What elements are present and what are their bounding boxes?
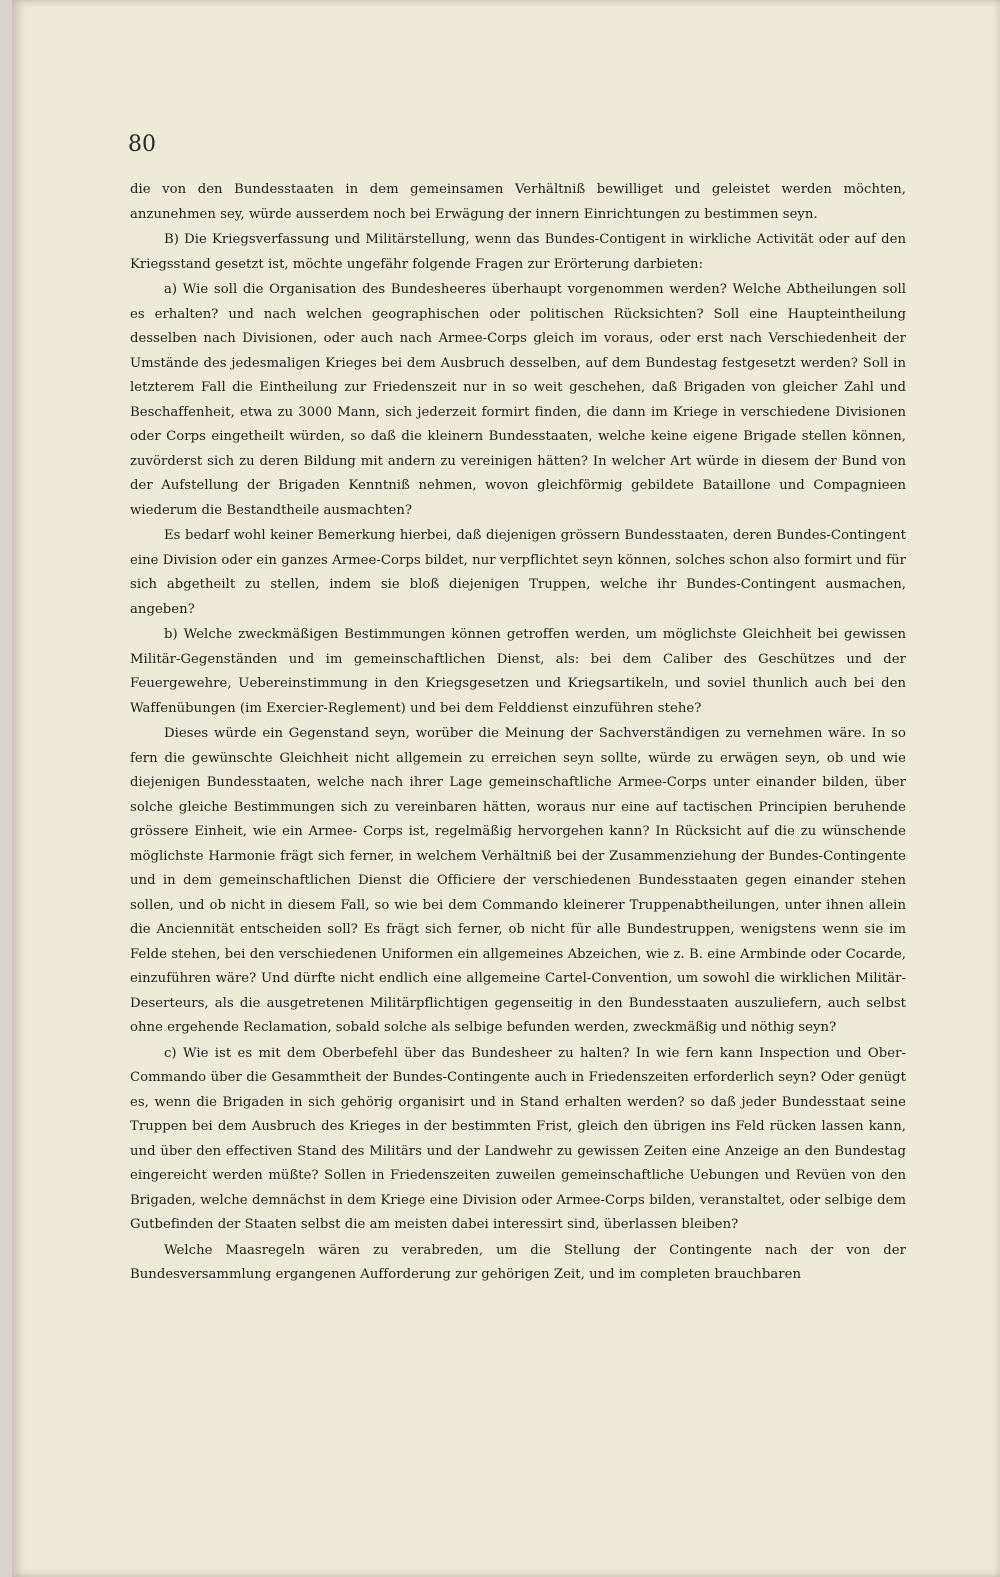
- paragraph-3: a) Wie soll die Organisation des Bundesheeres überhaupt vorgenommen werden? Welche Abtheilungen soll es erhalten? und nach welchen geographischen oder politischen Rücksichten? Soll eine Haupteintheilung desselben nach Divisionen, oder auch nach Armee-Corps gleich im voraus, oder erst nach Verschiedenheit der Umstände des jedesmaligen Krieges bei dem Ausbruch desselben, auf dem Bundestag festgesetzt werden? Soll in letzterem Fall die Eintheilung zur Friedenszeit nur in so weit geschehen, daß Brigaden von gleicher Zahl und Beschaffenheit, etwa zu 3000 Mann, sich jederzeit formirt finden, die dann im Kriege in verschiedene Divisionen oder Corps eingetheilt würden, so daß die kleinern Bundesstaaten, welche keine eigene Brigade stellen können, zuvörderst sich zu deren Bildung mit andern zu vereinigen hätten? In welcher Art würde in diesem der Bund von der Aufstellung der Brigaden Kenntniß nehmen, wovon gleichförmig gebildete Bataillone und Compagnieen wiederum die Bestandtheile ausmachten?: [130, 282, 906, 518]
- paragraph-6: Dieses würde ein Gegenstand seyn, worüber die Meinung der Sachverständigen zu vernehmen wäre. In so fern die gewünschte Gleichheit nicht allgemein zu erreichen seyn sollte, würde zu erwägen seyn, ob und wie diejenigen Bundesstaaten, welche nach ihrer Lage gemeinschaftliche Armee-Corps unter einander bilden, über solche gleiche Bestimmungen sich zu vereinbaren hätten, woraus nur eine auf tactischen Principien beruhende grössere Einheit, wie ein Armee- Corps ist, regelmäßig hervorgehen kann? In Rücksicht auf die zu wünschende möglichste Harmonie frägt sich ferner, in welchem Verhältniß bei der Zusammenziehung der Bundes-Contingente und in dem gemeinschaftlichen Dienst die Officiere der verschiedenen Bundesstaaten gegen einander stehen sollen, und ob nicht in diesem Fall, so wie bei dem Commando kleinerer Truppenabtheilungen, unter ihnen allein die Anciennität entscheiden soll? Es frägt sich ferner, ob nicht für alle Bundestruppen, wenigstens wenn sie im Felde stehen, bei den verschiedenen Uniformen ein allgemeines Abzeichen, wie z. B. eine Armbinde oder Cocarde, einzuführen wäre? Und dürfte nicht endlich eine allgemeine Cartel-Convention, um sowohl die wirklichen Militär-Deserteurs, als die ausgetretenen Militärpflichtigen gegenseitig in den Bundesstaaten auszuliefern, auch selbst ohne ergehende Reclamation, sobald solche als selbige befunden werden, zweckmäßig und nöthig seyn?: [130, 726, 906, 1035]
- paragraph-8: Welche Maasregeln wären zu verabreden, um die Stellung der Contingente nach der von der Bundesversammlung ergangenen Aufforderung zur gehörigen Zeit, und im completen brauchbaren: [130, 1242, 906, 1282]
- document-page: [12, 0, 1000, 1577]
- paragraph-1: die von den Bundesstaaten in dem gemeinsamen Verhältniß bewilliget und geleistet werden möchten, anzunehmen sey, würde ausserdem noch bei Erwägung der innern Einrichtungen zu bestimmen seyn.: [130, 182, 906, 222]
- page-number: 80: [128, 132, 156, 157]
- paragraph-5: b) Welche zweckmäßigen Bestimmungen können getroffen werden, um möglichste Gleichheit bei gewissen Militär-Gegenständen und im gemeinschaftlichen Dienst, als: bei dem Caliber des Geschützes und der Feuergewehre, Uebereinstimmung in den Kriegsgesetzen und Kriegsartikeln, und soviel thunlich auch bei den Waffenübungen (im Exercier-Reglement) und bei dem Felddienst einzuführen stehe?: [130, 627, 906, 716]
- paragraph-4: Es bedarf wohl keiner Bemerkung hierbei, daß diejenigen grössern Bundesstaaten, deren Bundes-Contingent eine Division oder ein ganzes Armee-Corps bildet, nur verpflichtet seyn können, solches schon also formirt und für sich abgetheilt zu stellen, indem sie bloß diejenigen Truppen, welche ihr Bundes-Contingent ausmachen, angeben?: [130, 528, 906, 617]
- paragraph-2: B) Die Kriegsverfassung und Militärstellung, wenn das Bundes-Contigent in wirkliche Activität oder auf den Kriegsstand gesetzt ist, möchte ungefähr folgende Fragen zur Erörterung darbieten:: [130, 232, 906, 272]
- paragraph-7: c) Wie ist es mit dem Oberbefehl über das Bundesheer zu halten? In wie fern kann Inspection und Ober-Commando über die Gesammtheit der Bundes-Contingente auch in Friedenszeiten erforderlich seyn? Oder genügt es, wenn die Brigaden in sich gehörig organisirt und in Stand erhalten werden? so daß jeder Bundesstaat seine Truppen bei dem Ausbruch des Krieges in der bestimmten Frist, gleich den übrigen ins Feld rücken lassen kann, und über den effectiven Stand des Militärs und der Landwehr zu gewissen Zeiten eine Anzeige an den Bundestag eingereicht werden müßte? Sollen in Friedenszeiten zuweilen gemeinschaftliche Uebungen und Revüen von den Brigaden, welche demnächst in dem Kriege eine Division oder Armee-Corps bilden, veranstaltet, oder selbige dem Gutbefinden der Staaten selbst die am meisten dabei interessirt sind, überlassen bleiben?: [130, 1045, 906, 1232]
- body-text: [130, 178, 906, 1289]
